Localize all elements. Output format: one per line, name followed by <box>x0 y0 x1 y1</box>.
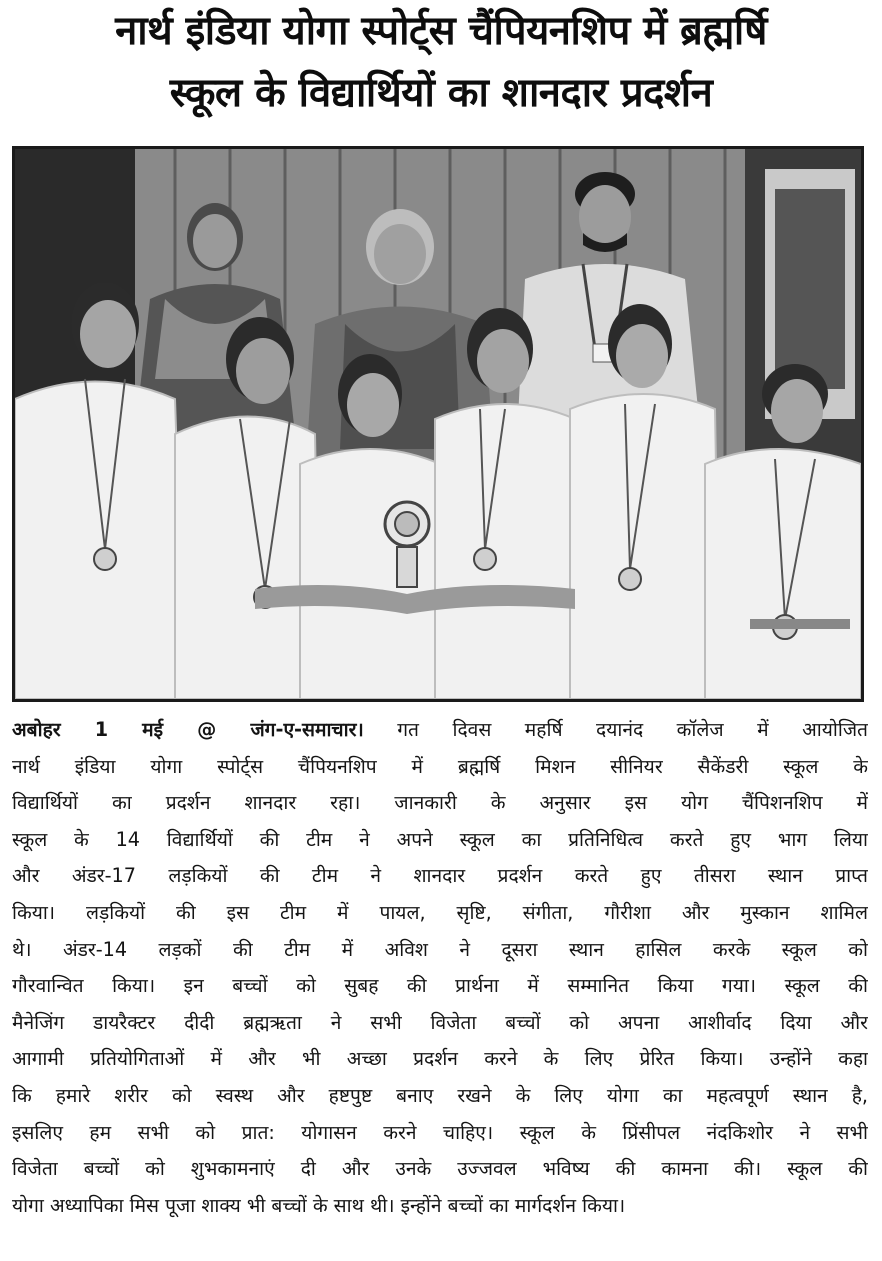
headline-line-2: स्कूल के विद्यार्थियों का शानदार प्रदर्शन <box>169 70 713 116</box>
article-line: इसलिए हम सभी को प्रात: योगासन करने चाहिए। स्कूल के प्रिंसीपल नंदकिशोर ने सभी <box>12 1120 868 1144</box>
article-line: थे। अंडर-14 लड़कों की टीम में अविश ने दूसरा स्थान हासिल करके स्कूल को <box>12 937 868 961</box>
article-line: गौरवान्वित किया। इन बच्चों को सुबह की प्रार्थना में सम्मानित किया गया। स्कूल की <box>12 974 868 998</box>
group-photo-icon <box>15 149 861 699</box>
article-body <box>12 712 868 1224</box>
headline-line-1: नार्थ इंडिया योगा स्पोर्ट्स चैंपियनशिप में ब्रह्मर्षि <box>115 8 767 54</box>
article-line: किया। लड़कियों की इस टीम में पायल, सृष्टि, संगीता, गौरीशा और मुस्कान शामिल <box>12 900 868 924</box>
article-line: योगा अध्यापिका मिस पूजा शाक्य भी बच्चों के साथ थी। इन्होंने बच्चों का मार्गदर्शन किया। <box>12 1193 626 1217</box>
article-line: कि हमारे शरीर को स्वस्थ और हष्टपुष्ट बनाए रखने के लिए योगा का महत्वपूर्ण स्थान है, <box>12 1083 868 1107</box>
article-line: विजेता बच्चों को शुभकामनाएं दी और उनके उज्जवल भविष्य की कामना की। स्कूल की <box>12 1157 868 1181</box>
headline <box>0 0 882 124</box>
article-line: नार्थ इंडिया योगा स्पोर्ट्स चैंपियनशिप में ब्रह्मर्षि मिशन सीनियर सैकेंडरी स्कूल के <box>12 754 868 778</box>
article-line: और अंडर-17 लड़कियों की टीम ने शानदार प्रदर्शन करते हुए तीसरा स्थान प्राप्त <box>12 864 868 888</box>
article-line: मैनेजिंग डायरैक्टर दीदी ब्रह्मऋता ने सभी विजेता बच्चों को अपना आशीर्वाद दिया और <box>12 1010 868 1034</box>
article-line: स्कूल के 14 विद्यार्थियों की टीम ने अपने स्कूल का प्रतिनिधित्व करते हुए भाग लिया <box>12 827 868 851</box>
dateline: अबोहर 1 मई @ जंग-ए-समाचार। <box>12 718 364 741</box>
group-photo <box>12 146 864 702</box>
article-line: आगामी प्रतियोगिताओं में और भी अच्छा प्रदर्शन करने के लिए प्रेरित किया। उन्होंने कहा <box>12 1047 868 1071</box>
article-line: विद्यार्थियों का प्रदर्शन शानदार रहा। जानकारी के अनुसार इस योग चैंपिशनशिप में <box>12 791 868 815</box>
article-line: अबोहर 1 मई @ जंग-ए-समाचार। गत दिवस महर्षि दयानंद कॉलेज में आयोजित <box>12 718 868 741</box>
